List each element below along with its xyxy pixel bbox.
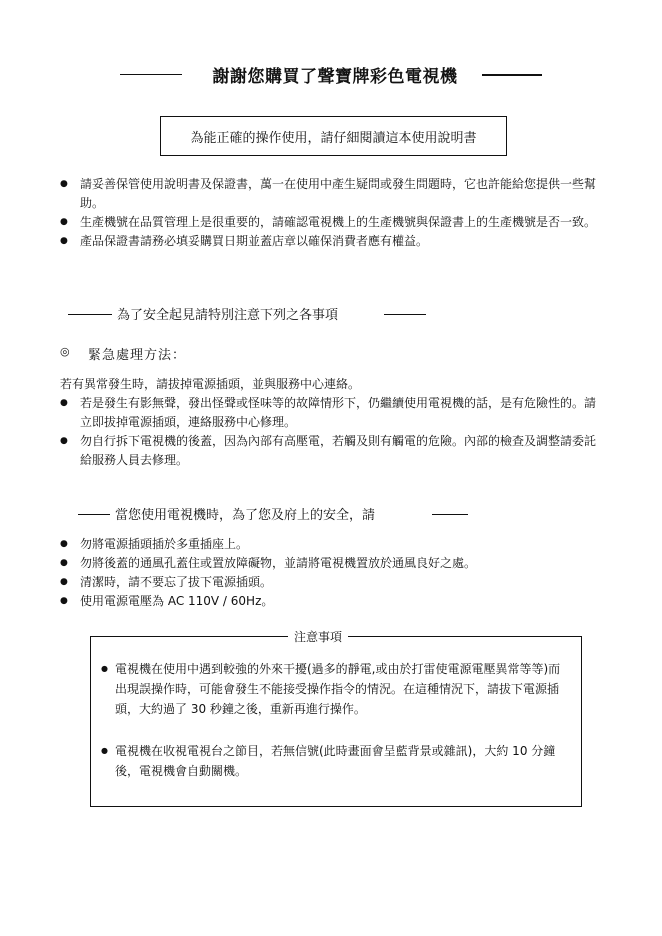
- page-title-row: [0, 60, 662, 88]
- emergency-list: [60, 394, 605, 470]
- safety-heading: 為了安全起見請特別注意下列之各事項: [117, 308, 339, 323]
- list-item: ● 電視機在使用中遇到較強的外來干擾(過多的靜電,或由於打雷使電源電壓異常等等)而出現誤操作時，可能會發生不能接受操作指令的情況。在這種情況下，請拔下電源插頭，大約過了 30 秒鐘之後，重新再進行操作。: [101, 659, 571, 719]
- list-item: ● 產品保證書請務必填妥購買日期並蓋店章以確保消費者應有權益。: [60, 232, 605, 251]
- title-rule-left: [120, 74, 182, 75]
- heading-rule-left: [68, 314, 112, 315]
- title-rule-right: [482, 74, 542, 76]
- intro-list: [60, 175, 605, 251]
- usage-heading: 當您使用電視機時，為了您及府上的安全，請: [115, 508, 376, 523]
- emergency-title: 緊急處理方法：: [88, 348, 187, 363]
- emergency-lead: 若有異常發生時，請拔掉電源插頭，並與服務中心連絡。: [60, 377, 361, 391]
- heading-rule-right: [384, 314, 426, 315]
- usage-heading-row: [0, 504, 662, 524]
- notice-box: [90, 630, 582, 807]
- list-item: ● 勿自行拆下電視機的後蓋，因為內部有高壓電，若觸及則有觸電的危險。內部的檢查及調整請委託給服務人員去修理。: [60, 432, 605, 470]
- list-item: ● 勿將後蓋的通風孔蓋住或置放障礙物，並請將電視機置放於通風良好之處。: [60, 554, 605, 573]
- emergency-marker: ◎: [60, 345, 70, 358]
- list-item: ● 清潔時，請不要忘了拔下電源插頭。: [60, 573, 605, 592]
- list-item: ● 電視機在收視電視台之節目，若無信號(此時畫面會呈藍背景或雜訊)，大約 10 分鐘後，電視機會自動關機。: [101, 741, 571, 781]
- list-item: ● 請妥善保管使用說明書及保證書，萬一在使用中產生疑問或發生問題時，它也許能給您提供一些幫助。: [60, 175, 605, 213]
- notice-list-1: [101, 659, 571, 719]
- heading-rule-left: [78, 514, 110, 515]
- read-manual-box: 為能正確的操作使用，請仔細閱讀這本使用說明書: [160, 116, 507, 156]
- notice-title: 注意事項: [288, 628, 348, 645]
- safety-heading-row: [0, 304, 662, 324]
- page-title: 謝謝您購買了聲寶牌彩色電視機: [212, 67, 458, 87]
- heading-rule-right: [432, 514, 468, 515]
- list-item: ● 使用電源電壓為 AC 110V / 60Hz。: [60, 592, 605, 611]
- list-item: ● 生產機號在品質管理上是很重要的，請確認電視機上的生產機號與保證書上的生產機號是否一致。: [60, 213, 605, 232]
- list-item: ● 若是發生有影無聲，發出怪聲或怪味等的故障情形下，仍繼續使用電視機的話，是有危險性的。請立即拔掉電源插頭，連絡服務中心修理。: [60, 394, 605, 432]
- usage-list: [60, 535, 605, 611]
- notice-list-2: [101, 741, 571, 781]
- list-item: ● 勿將電源插頭插於多重插座上。: [60, 535, 605, 554]
